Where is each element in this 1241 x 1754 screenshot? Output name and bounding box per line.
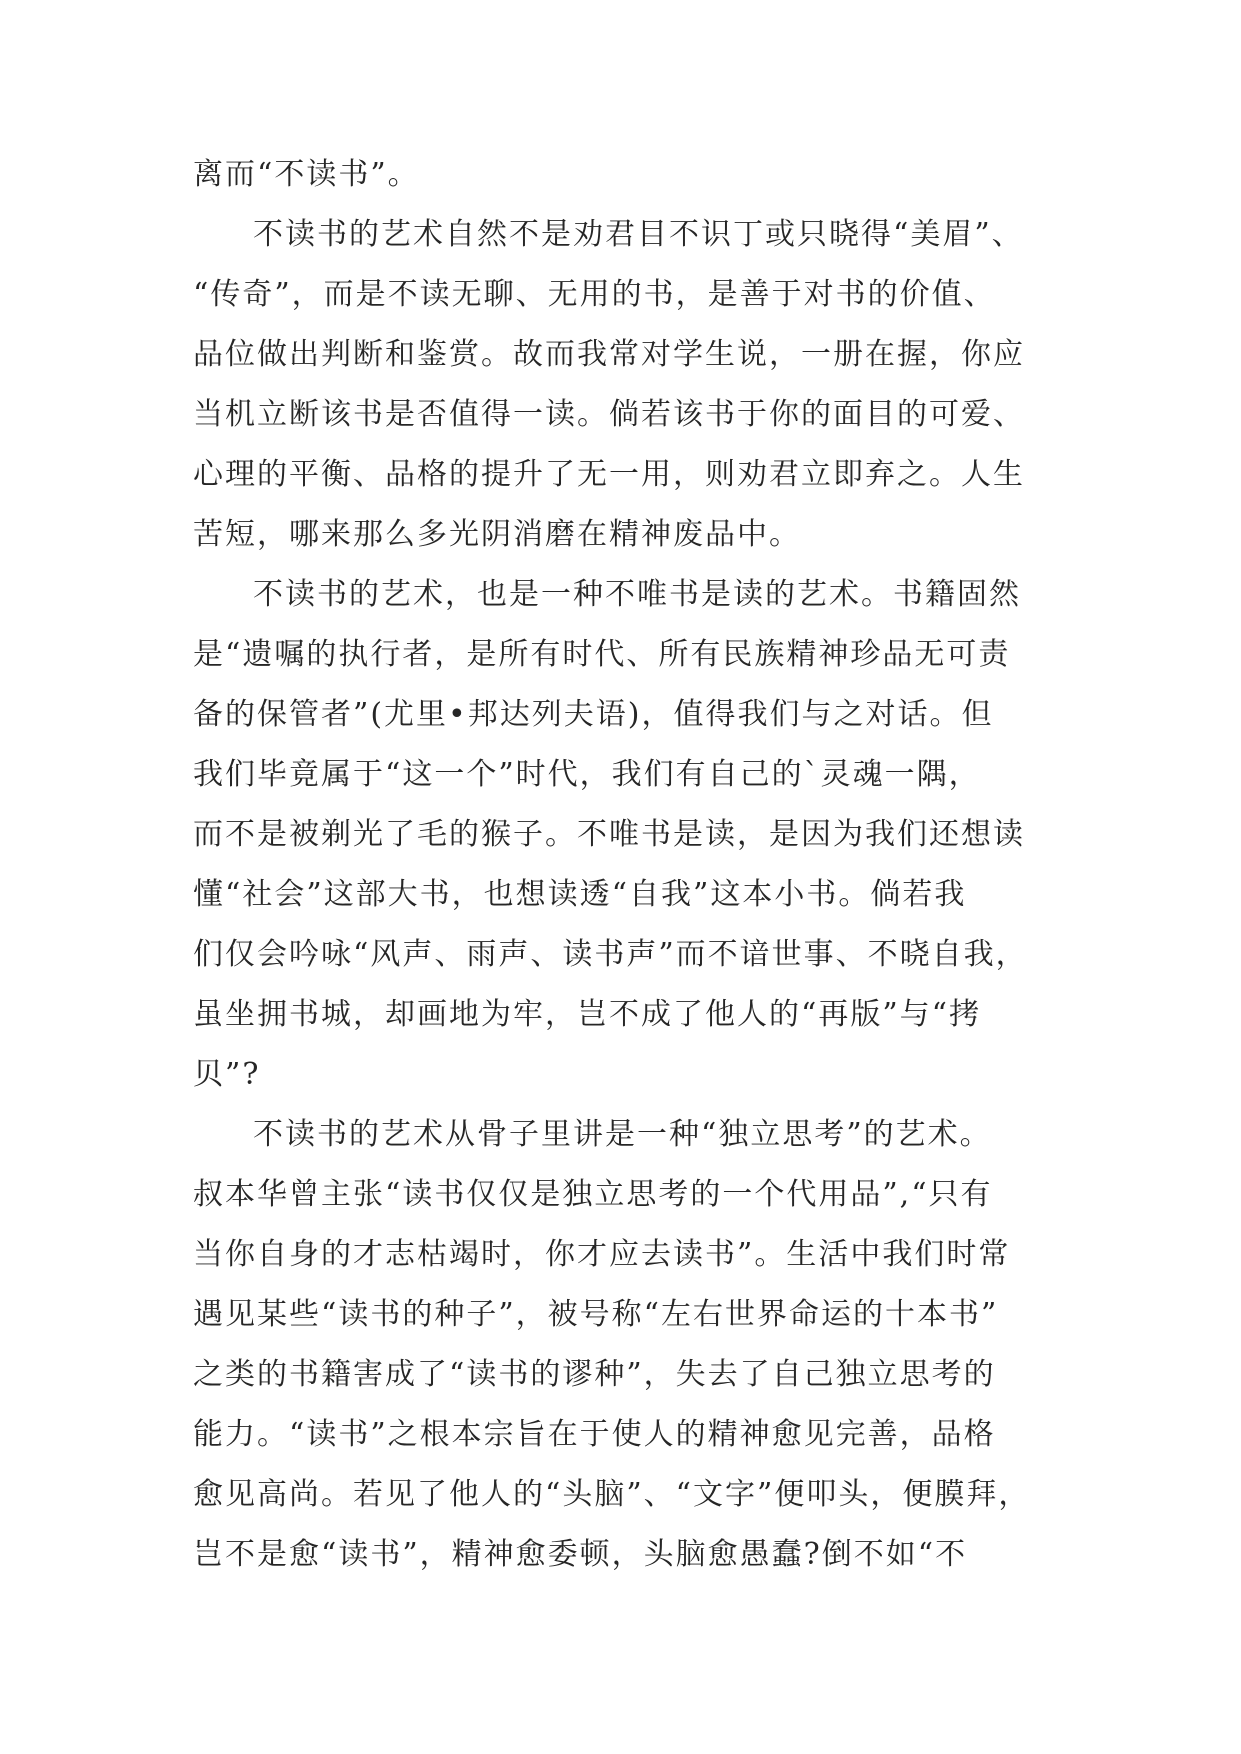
paragraph-2-line-5: 心理的平衡、品格的提升了无一用，则劝君立即弃之。人生 <box>193 457 1025 492</box>
paragraph-2-line-2: “传奇”，而是不读无聊、无用的书，是善于对书的价值、 <box>193 277 996 312</box>
paragraph-3-line-4: 我们毕竟属于“这一个”时代，我们有自己的`灵魂一隅， <box>193 757 981 792</box>
paragraph-4-line-5: 之类的书籍害成了“读书的谬种”，失去了自己独立思考的 <box>193 1357 996 1392</box>
paragraph-3-line-2: 是“遗嘱的执行者，是所有时代、所有民族精神珍品无可责 <box>193 637 1011 672</box>
paragraph-3-line-7: 们仅会吟咏“风声、雨声、读书声”而不谙世事、不晓自我， <box>193 937 1028 972</box>
paragraph-2-line-1: 不读书的艺术自然不是劝君目不识丁或只晓得“美眉”、 <box>253 217 1024 252</box>
paragraph-4-line-2: 叔本华曾主张“读书仅仅是独立思考的一个代用品”,“只有 <box>193 1177 993 1212</box>
paragraph-3-line-6: 懂“社会”这部大书，也想读透“自我”这本小书。倘若我 <box>193 877 967 912</box>
paragraph-2-line-3: 品位做出判断和鉴赏。故而我常对学生说，一册在握，你应 <box>193 337 1025 372</box>
paragraph-2-line-6: 苦短，哪来那么多光阴消磨在精神废品中。 <box>193 517 801 552</box>
paragraph-2-line-4: 当机立断该书是否值得一读。倘若该书于你的面目的可爱、 <box>193 397 1025 432</box>
paragraph-3-line-9: 贝”? <box>193 1057 261 1092</box>
paragraph-4-line-8: 岂不是愈“读书”，精神愈委顿，头脑愈愚蠢?倒不如“不 <box>193 1537 968 1572</box>
paragraph-4-line-6: 能力。“读书”之根本宗旨在于使人的精神愈见完善，品格 <box>193 1417 996 1452</box>
paragraph-4-line-1: 不读书的艺术从骨子里讲是一种“独立思考”的艺术。 <box>253 1117 992 1152</box>
paragraph-4-line-4: 遇见某些“读书的种子”，被号称“左右世界命运的十本书” <box>193 1297 999 1332</box>
paragraph-3-line-5: 而不是被剃光了毛的猴子。不唯书是读，是因为我们还想读 <box>193 817 1025 852</box>
paragraph-4-line-3: 当你自身的才志枯竭时，你才应去读书”。生活中我们时常 <box>193 1237 1011 1272</box>
paragraph-3-line-1: 不读书的艺术，也是一种不唯书是读的艺术。书籍固然 <box>253 577 1021 612</box>
paragraph-1-line-1: 离而“不读书”。 <box>193 157 420 192</box>
paragraph-3-line-3: 备的保管者”(尤里•邦达列夫语)，值得我们与之对话。但 <box>193 697 994 732</box>
paragraph-3-line-8: 虽坐拥书城，却画地为牢，岂不成了他人的“再版”与“拷 <box>193 997 982 1032</box>
paragraph-4-line-7: 愈见高尚。若见了他人的“头脑”、“文字”便叩头，便膜拜， <box>193 1477 1031 1512</box>
